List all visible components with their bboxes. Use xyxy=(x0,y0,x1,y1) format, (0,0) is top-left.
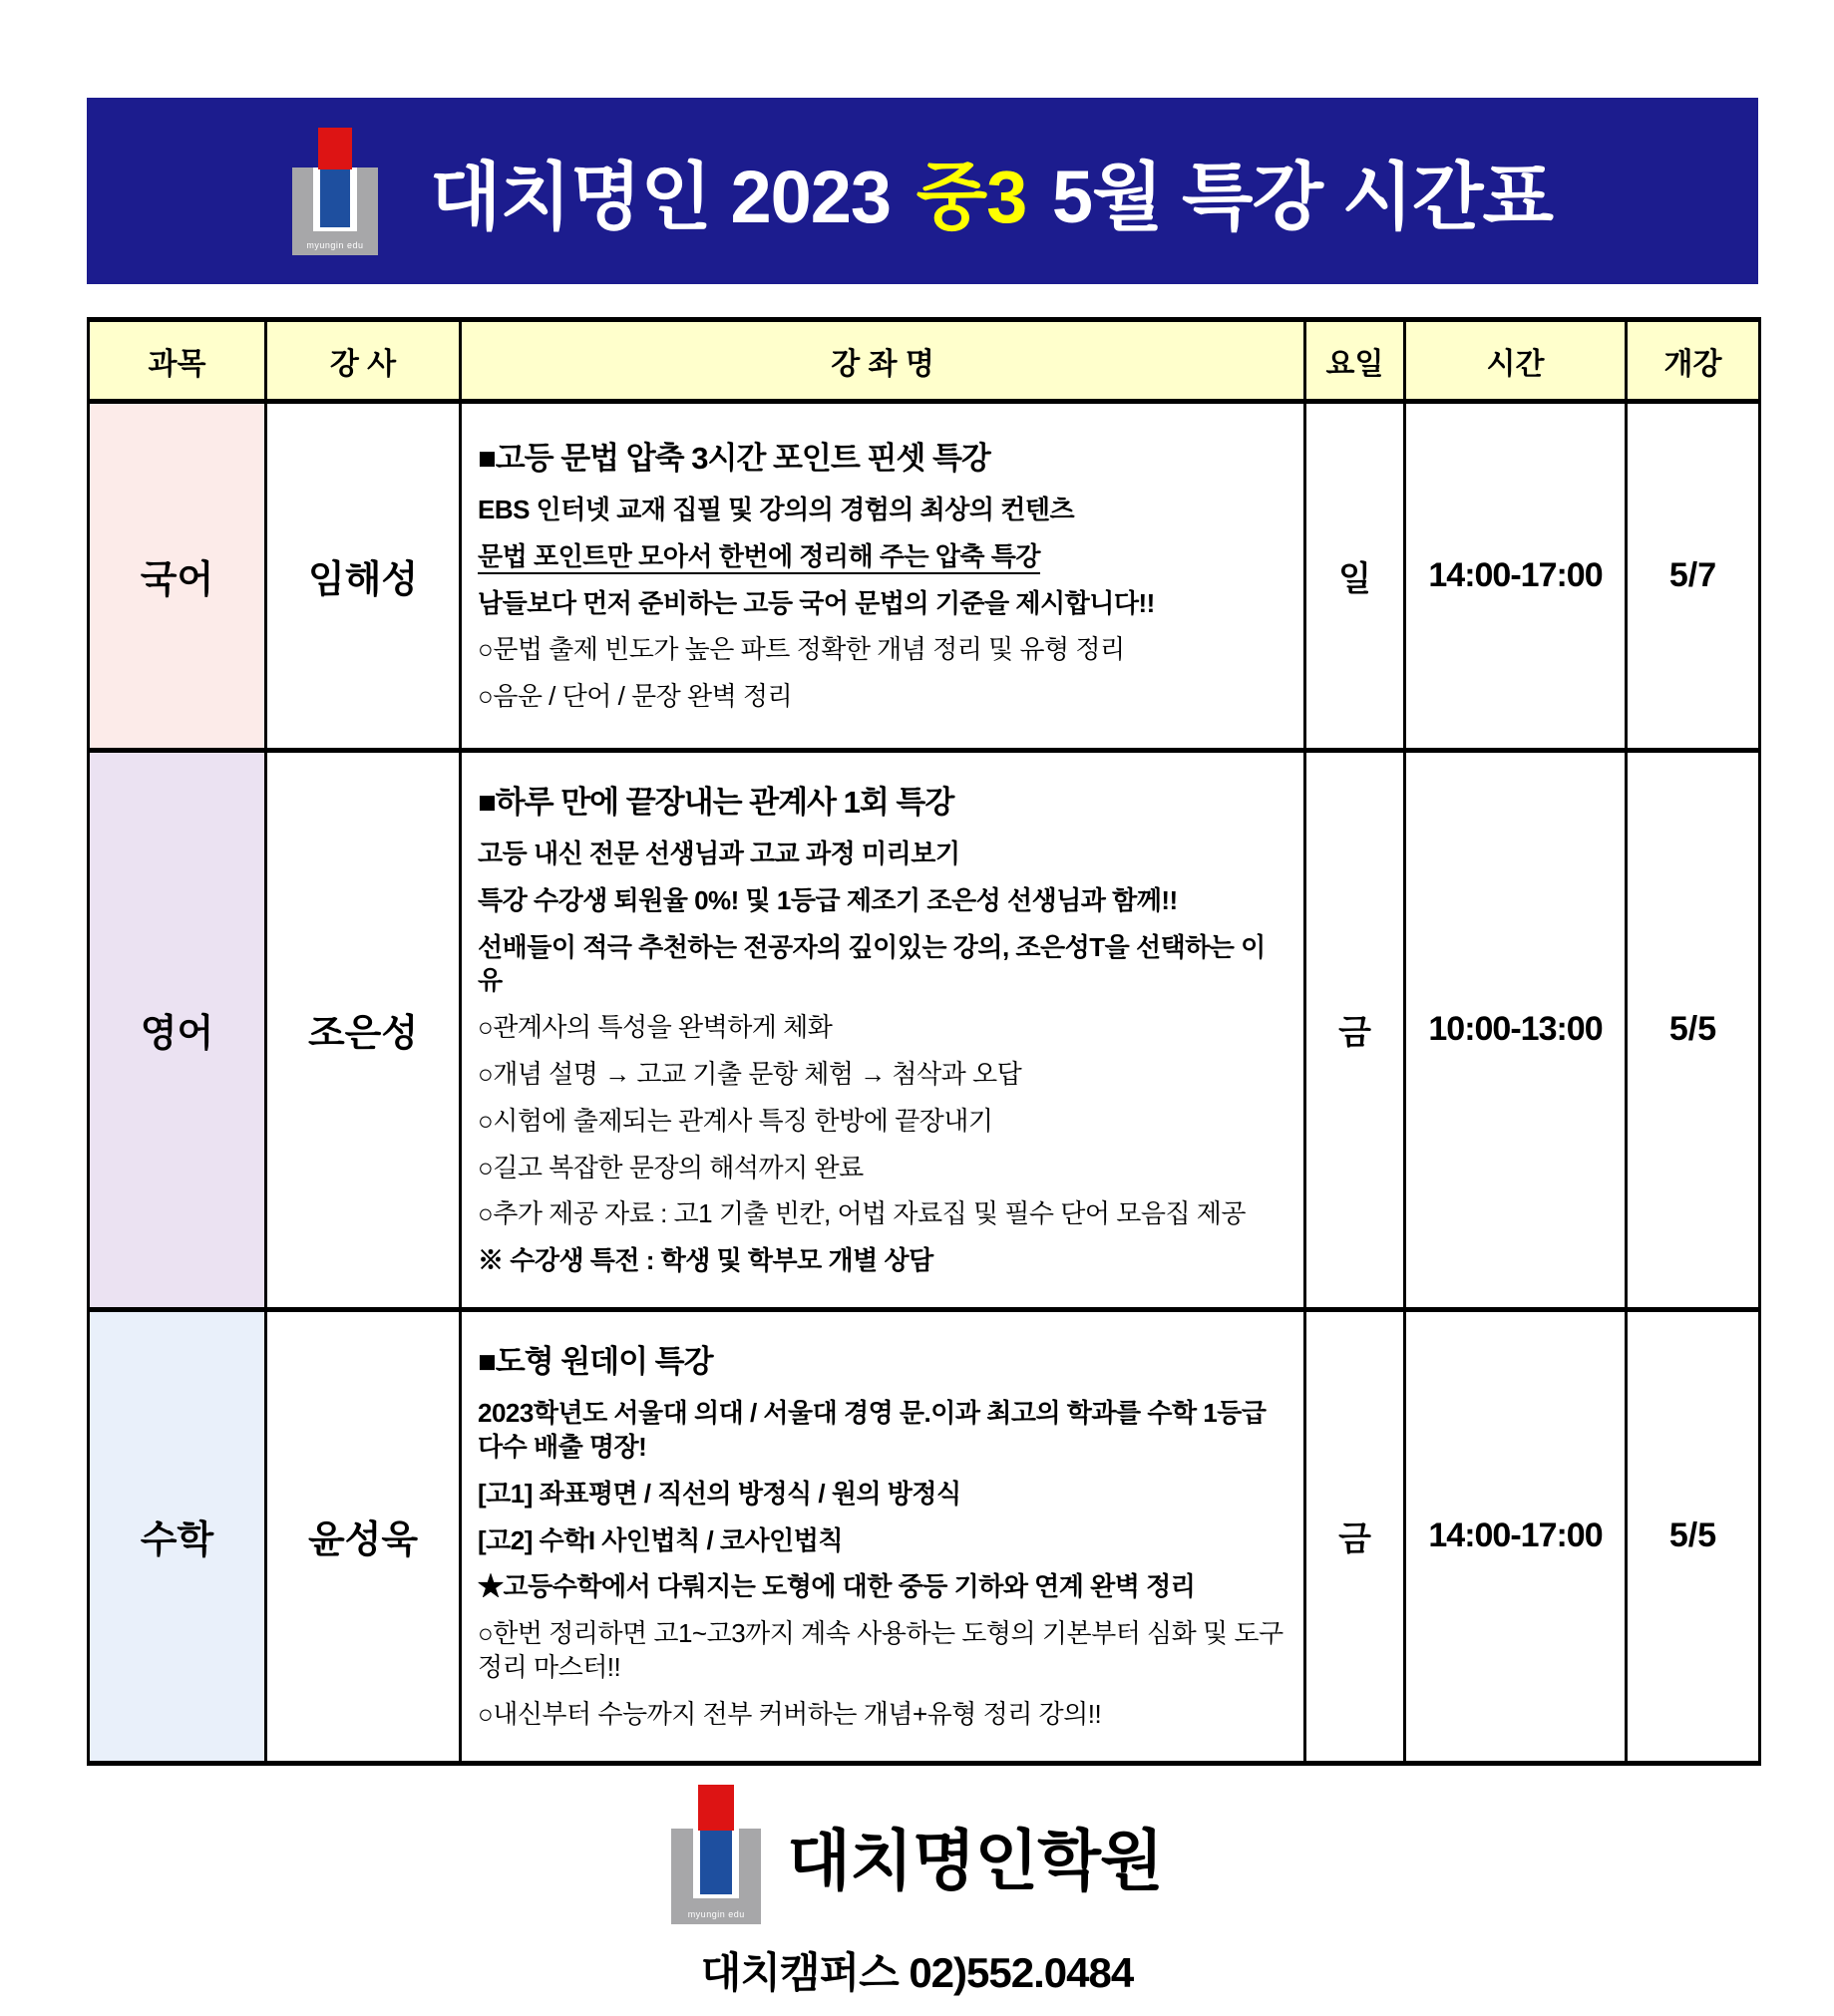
course-line: ※ 수강생 특전 : 학생 및 학부모 개별 상담 xyxy=(478,1245,933,1276)
campus-phone xyxy=(0,1940,1834,2000)
course-line: ○내신부터 수능까지 전부 커버하는 개념+유형 정리 강의!! xyxy=(478,1698,1102,1729)
title-grade-highlight: 중3 xyxy=(916,155,1027,238)
col-header-course: 강 좌 명 xyxy=(461,320,1305,402)
logo-red-block xyxy=(318,128,352,169)
course-line: 남들보다 먼저 준비하는 고등 국어 문법의 기준을 제시합니다!! xyxy=(478,587,1155,618)
myungin-logo-icon xyxy=(671,1785,761,1924)
day-cell: 일 xyxy=(1305,402,1405,751)
myungin-logo-icon xyxy=(292,128,378,255)
instructor-cell: 윤성욱 xyxy=(266,1309,461,1763)
course-line: ○시험에 출제되는 관계사 특징 한방에 끝장내기 xyxy=(478,1105,993,1136)
logo-red-block xyxy=(698,1785,734,1831)
table-row-korean xyxy=(89,402,1760,751)
col-header-subject: 과목 xyxy=(89,320,266,402)
course-line: ○관계사의 특성을 완벽하게 체화 xyxy=(478,1012,833,1043)
course-line: ○개념 설명 → 고교 기출 문항 체험 → 첨삭과 오답 xyxy=(478,1058,1022,1089)
header-row xyxy=(89,320,1760,402)
col-header-day: 요일 xyxy=(1305,320,1405,402)
logo-caption: myungin edu xyxy=(306,239,364,250)
logo-blue-bar xyxy=(700,1822,732,1894)
day-cell: 금 xyxy=(1305,1309,1405,1763)
campus-label: 대치캠퍼스 xyxy=(700,1949,899,1996)
course-line: 선배들이 적극 추천하는 전공자의 깊이있는 강의, 조은성T을 선택하는 이유 xyxy=(478,931,1266,996)
course-line: 특강 수강생 퇴원율 0%! 및 1등급 제조기 조은성 선생님과 함께!! xyxy=(478,884,1178,915)
footer xyxy=(0,1785,1834,2000)
start-cell: 5/5 xyxy=(1627,1309,1760,1763)
course-line: ○음운 / 단어 / 문장 완벽 정리 xyxy=(478,681,793,712)
col-header-start: 개강 xyxy=(1627,320,1760,402)
course-line: [고2] 수학I 사인법칙 / 코사인법칙 xyxy=(478,1524,844,1555)
table-row-english xyxy=(89,751,1760,1310)
logo-caption: myungin edu xyxy=(687,1909,745,1919)
logo-blue-bar xyxy=(320,162,350,227)
start-cell: 5/5 xyxy=(1627,751,1760,1310)
page-title xyxy=(430,139,1553,244)
subject-cell: 수학 xyxy=(89,1309,266,1763)
course-title: ■고등 문법 압축 3시간 포인트 핀셋 특강 xyxy=(478,441,990,476)
title-suffix: 5월 특강 시간표 xyxy=(1051,155,1554,238)
phone-number: 02)552.0484 xyxy=(909,1949,1134,1996)
course-line: 2023학년도 서울대 의대 / 서울대 경영 문.이과 최고의 학과를 수학 1등급 다수 배출 명장! xyxy=(478,1398,1267,1463)
course-cell xyxy=(461,1309,1305,1763)
start-cell: 5/7 xyxy=(1627,402,1760,751)
col-header-time: 시간 xyxy=(1405,320,1627,402)
time-cell: 14:00-17:00 xyxy=(1405,402,1627,751)
academy-name: 대치명인학원 xyxy=(787,1823,1163,1897)
subject-cell: 영어 xyxy=(89,751,266,1310)
subject-cell: 국어 xyxy=(89,402,266,751)
footer-brand xyxy=(0,1785,1834,1924)
course-line: ○길고 복잡한 문장의 해석까지 완료 xyxy=(478,1152,864,1182)
title-prefix: 대치명인 2023 xyxy=(429,155,892,238)
course-title: ■도형 원데이 특강 xyxy=(478,1344,713,1380)
course-cell xyxy=(461,751,1305,1310)
time-cell: 14:00-17:00 xyxy=(1405,1309,1627,1763)
col-header-instructor: 강 사 xyxy=(266,320,461,402)
instructor-cell: 임해성 xyxy=(266,402,461,751)
course-line: [고1] 좌표평면 / 직선의 방정식 / 원의 방정식 xyxy=(478,1478,961,1509)
time-cell: 10:00-13:00 xyxy=(1405,751,1627,1310)
course-cell xyxy=(461,402,1305,751)
banner xyxy=(87,98,1758,284)
table-row-math xyxy=(89,1309,1760,1763)
course-line: 고등 내신 전문 선생님과 고교 과정 미리보기 xyxy=(478,839,960,868)
day-cell: 금 xyxy=(1305,751,1405,1310)
instructor-cell: 조은성 xyxy=(266,751,461,1310)
course-line: ○한번 정리하면 고1~고3까지 계속 사용하는 도형의 기본부터 심화 및 도구 정리 마스터!! xyxy=(478,1618,1284,1683)
course-line: ○문법 출제 빈도가 높은 파트 정확한 개념 정리 및 유형 정리 xyxy=(478,634,1125,665)
course-line: ○추가 제공 자료 : 고1 기출 빈칸, 어법 자료집 및 필수 단어 모음집 제공 xyxy=(478,1198,1247,1229)
timetable xyxy=(87,317,1761,1766)
course-title: ■하루 만에 끝장내는 관계사 1회 특강 xyxy=(478,785,954,820)
course-line: 문법 포인트만 모아서 한번에 정리해 주는 압축 특강 xyxy=(478,540,1041,571)
course-line: ★고등수학에서 다뤄지는 도형에 대한 중등 기하와 연계 완벽 정리 xyxy=(478,1571,1196,1602)
course-line: EBS 인터넷 교재 집필 및 강의의 경험의 최상의 컨텐츠 xyxy=(478,495,1075,524)
